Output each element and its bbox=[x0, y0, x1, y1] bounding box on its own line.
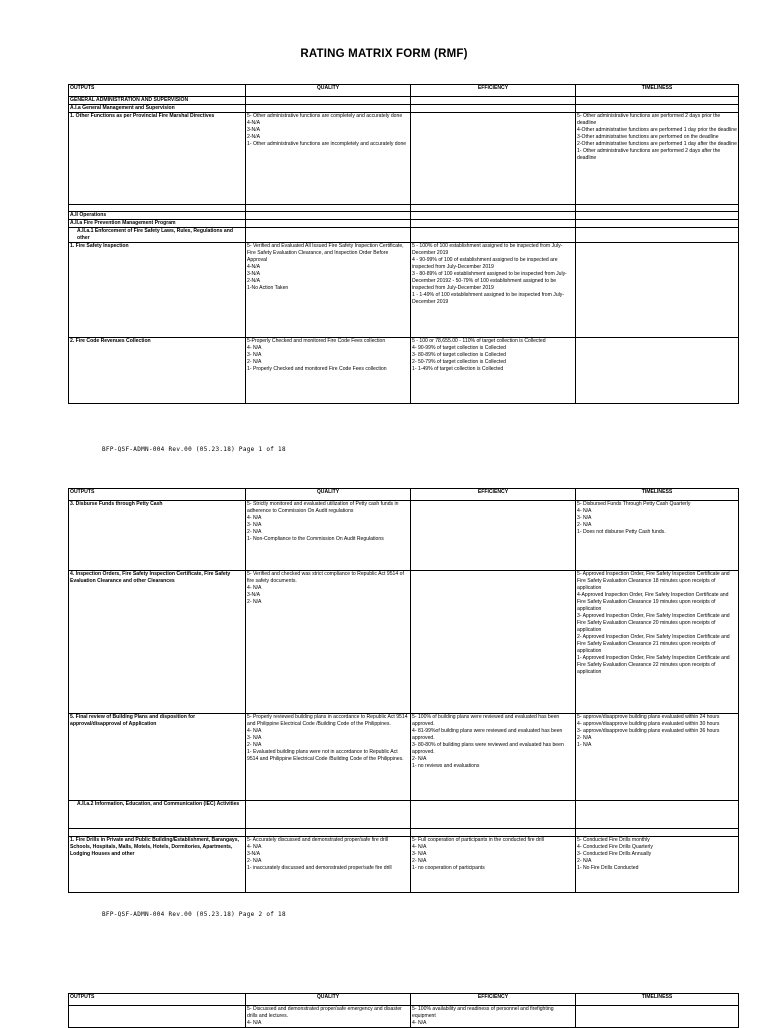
timeliness-cell: 5- approve/disapprove building plans evaluated within 24 hours 4- approve/disapprove building plans evaluated within 30 hours 3- approve/disapprove building plans evaluated within 36 hours 2- N/A 1- N/A bbox=[576, 714, 739, 801]
table-row bbox=[69, 243, 739, 338]
rating-matrix-table-page-3 bbox=[68, 993, 739, 1028]
quality-cell: 5- Discussed and demonstrated proper/safe emergency and disaster drills and lectures. 4- N/A bbox=[246, 1006, 411, 1028]
rating-matrix-table-page-2 bbox=[68, 488, 739, 893]
quality-cell: 5- Strictly monitored and evaluated utilization of Petty cash funds in adherence to Commission On Audit regulations 4- N/A 3- N/A 2- N/A 1- Non-Compliance to the Commission On Audit Regulations bbox=[246, 501, 411, 571]
header-efficiency: EFFICIENCY bbox=[411, 994, 576, 1006]
efficiency-cell: 5 - 100 or 78,655.00 - 110% of target collection is Collected 4- 90-99% of target collection is Collected 3- 80-89% of target collection is Collected 2- 50-79% of target collection is Collected 1- 1-49% of target collection is Collected bbox=[411, 338, 576, 404]
header-efficiency: EFFICIENCY bbox=[411, 489, 576, 501]
table-row bbox=[69, 714, 739, 801]
header-quality: QUALITY bbox=[246, 85, 411, 97]
timeliness-cell: 5- Disbursed Funds Through Petty Cash Quarterly 4- N/A 3- N/A 2- N/A 1- Does not disburse Petty Cash funds. bbox=[576, 501, 739, 571]
section-general-administration: GENERAL ADMINISTRATION AND SUPERVISION bbox=[69, 97, 246, 105]
header-quality: QUALITY bbox=[246, 489, 411, 501]
header-timeliness: TIMELINESS bbox=[576, 85, 739, 97]
page-footer: BFP-QSF-ADMN-004 Rev.00 (05.23.18) Page 1 of 18 bbox=[102, 446, 286, 453]
header-timeliness: TIMELINESS bbox=[576, 994, 739, 1006]
header-outputs: OUTPUTS bbox=[69, 85, 246, 97]
header-timeliness: TIMELINESS bbox=[576, 489, 739, 501]
quality-cell: 5- Other administrative functions are completely and accurately done 4-N/A 3-N/A 2-N/A 1- Other administrative functions are incompletely and accurately done bbox=[246, 113, 411, 205]
output-cell: 3. Disburse Funds through Petty Cash bbox=[69, 501, 246, 571]
table-row bbox=[69, 1006, 739, 1028]
quality-cell: 5- Verified and checked was strict compliance to Republic Act 9514 of fire safety documents. 4- N/A 3-N/A 2- N/A bbox=[246, 571, 411, 714]
efficiency-cell bbox=[411, 501, 576, 571]
timeliness-cell: 5- Other administrative functions are performed 2 days prior the deadline 4-Other administrative functions are performed 1 day prior the deadline 3-Other administrative functions are performed on the deadline 2-Other administrative functions are performed 1 day after the deadline 1- Other administrative functions are performed 2 days after the deadline bbox=[576, 113, 739, 205]
efficiency-cell: 5- Full cooperation of participants in the conducted fire drill 4- N/A 3- N/A 2- N/A 1- no cooperation of participants bbox=[411, 837, 576, 893]
output-cell: 4. Inspection Orders, Fire Safety Inspection Certificate, Fire Safety Evaluation Clearance and other Clearances bbox=[69, 571, 246, 714]
section-fire-prevention: A.II.a Fire Prevention Management Program bbox=[69, 220, 246, 228]
table-row bbox=[69, 113, 739, 205]
efficiency-cell: 5- 100% of building plans were reviewed and evaluated has been approved. 4- 81-99%of building plans were reviewed and evaluated has been approved. 3- 80-80% of building plans were reviewed and evaluated has been approved. 2- N/A 1- no reviews and evaluations bbox=[411, 714, 576, 801]
header-outputs: OUTPUTS bbox=[69, 489, 246, 501]
efficiency-cell bbox=[411, 571, 576, 714]
quality-cell: 5- Properly reviewed building plans in accordance to Republic Act 9514 and Philippine Electrical Code /Building Code of the Philippines. 4- N/A 3- N/A 2- N/A 1- Evaluated building plans were not in accordance to Republic Act 9514 and Philippine Electrical Code /Building Code of the Philippines. bbox=[246, 714, 411, 801]
header-outputs: OUTPUTS bbox=[69, 994, 246, 1006]
table-row bbox=[69, 501, 739, 571]
timeliness-cell: 5- Conducted Fire Drills monthly 4- Conducted Fire Drills Quarterly 3- Conducted Fire Drills Annually 2- N/A 1- No Fire Drills Conducted bbox=[576, 837, 739, 893]
timeliness-cell: 5- Approved Inspection Order, Fire Safety Inspection Certificate and Fire Safety Evaluation Clearance 18 minutes upon receipts of application 4-Approved Inspection Order, Fire Safety Inspection Certificate and Fire Safety Evaluation Clearance 19 minutes upon receipts of application 3- Approved Inspection Order, Fire Safety Inspection Certificate and Fire Safety Evaluation Clearance 20 minutes upon receipts of application 2- Approved Inspection Order, Fire Safety Inspection Certificate and Fire Safety Evaluation Clearance 21 minutes upon receipts of application 1- Approved Inspection Order, Fire Safety Inspection Certificate and Fire Safety Evaluation Clearance 22 minutes upon receipts of application bbox=[576, 571, 739, 714]
table-row bbox=[69, 571, 739, 714]
output-cell: 1. Fire Drills in Private and Public Building/Establishment, Barangays, Schools, Hospitals, Malls, Motels, Hotels, Dormitories, Apartments, Lodging Houses and other bbox=[69, 837, 246, 893]
section-operations: A.II Operations bbox=[69, 212, 246, 220]
efficiency-cell: 5 - 100% of 100 establishment assigned to be inspected from July-December 2019 4 - 90-99% of 100 of establishment assigned to be inspected are inspected from July-December 2019 3 - 80-89% of 100 establishment assigned to be inspected from July-December 20192 - 50-79% of 100 establishment assigned to be inspected from July-December 2019 1 - 1-49% of 100 establishment assigned to be inspected from July-December 2019 bbox=[411, 243, 576, 338]
efficiency-cell: 5- 100% availability and readiness of personnel and firefighting equipment 4- N/A bbox=[411, 1006, 576, 1028]
form-title: RATING MATRIX FORM (RMF) bbox=[300, 48, 468, 60]
output-cell: 2. Fire Code Revenues Collection bbox=[69, 338, 246, 404]
timeliness-cell bbox=[576, 243, 739, 338]
efficiency-cell bbox=[411, 113, 576, 205]
section-enforcement: A.II.a.1 Enforcement of Fire Safety Laws, Rules, Regulations and other bbox=[69, 228, 246, 243]
header-quality: QUALITY bbox=[246, 994, 411, 1006]
output-cell: 5. Final review of Building Plans and disposition for approval/disapproval of Application bbox=[69, 714, 246, 801]
section-general-management: A.I.a General Management and Supervision bbox=[69, 105, 246, 113]
table-row bbox=[69, 338, 739, 404]
header-efficiency: EFFICIENCY bbox=[411, 85, 576, 97]
quality-cell: 5- Accurately discussed and demonstrated proper/safe fire drill 4- N/A 3-N/A 2- N/A 1- inaccurately discussed and demonstrated proper/safe fire drill bbox=[246, 837, 411, 893]
output-cell: 1. Other Functions as per Provincial Fire Marshal Directives bbox=[69, 113, 246, 205]
quality-cell: 5- Verified and Evaluated All Issued Fire Safety Inspection Certificate, Fire Safety Evaluation Clearance, and Inspection Order Before Approval 4-N/A 3-N/A 2-N/A 1-No Action Taken bbox=[246, 243, 411, 338]
rating-matrix-table-page-1 bbox=[68, 84, 739, 404]
timeliness-cell bbox=[576, 338, 739, 404]
table-row bbox=[69, 837, 739, 893]
section-iec-activities: A.II.a.2 Information, Education, and Communication (IEC) Activities bbox=[69, 801, 246, 829]
output-cell: 1. Fire Safety Inspection bbox=[69, 243, 246, 338]
quality-cell: 5-Properly Checked and monitored Fire Code Fees collection 4- N/A 3- N/A 2- N/A 1- Properly Checked and monitored Fire Code Fees collection bbox=[246, 338, 411, 404]
page-footer: BFP-QSF-ADMN-004 Rev.00 (05.23.18) Page 2 of 18 bbox=[102, 911, 286, 918]
